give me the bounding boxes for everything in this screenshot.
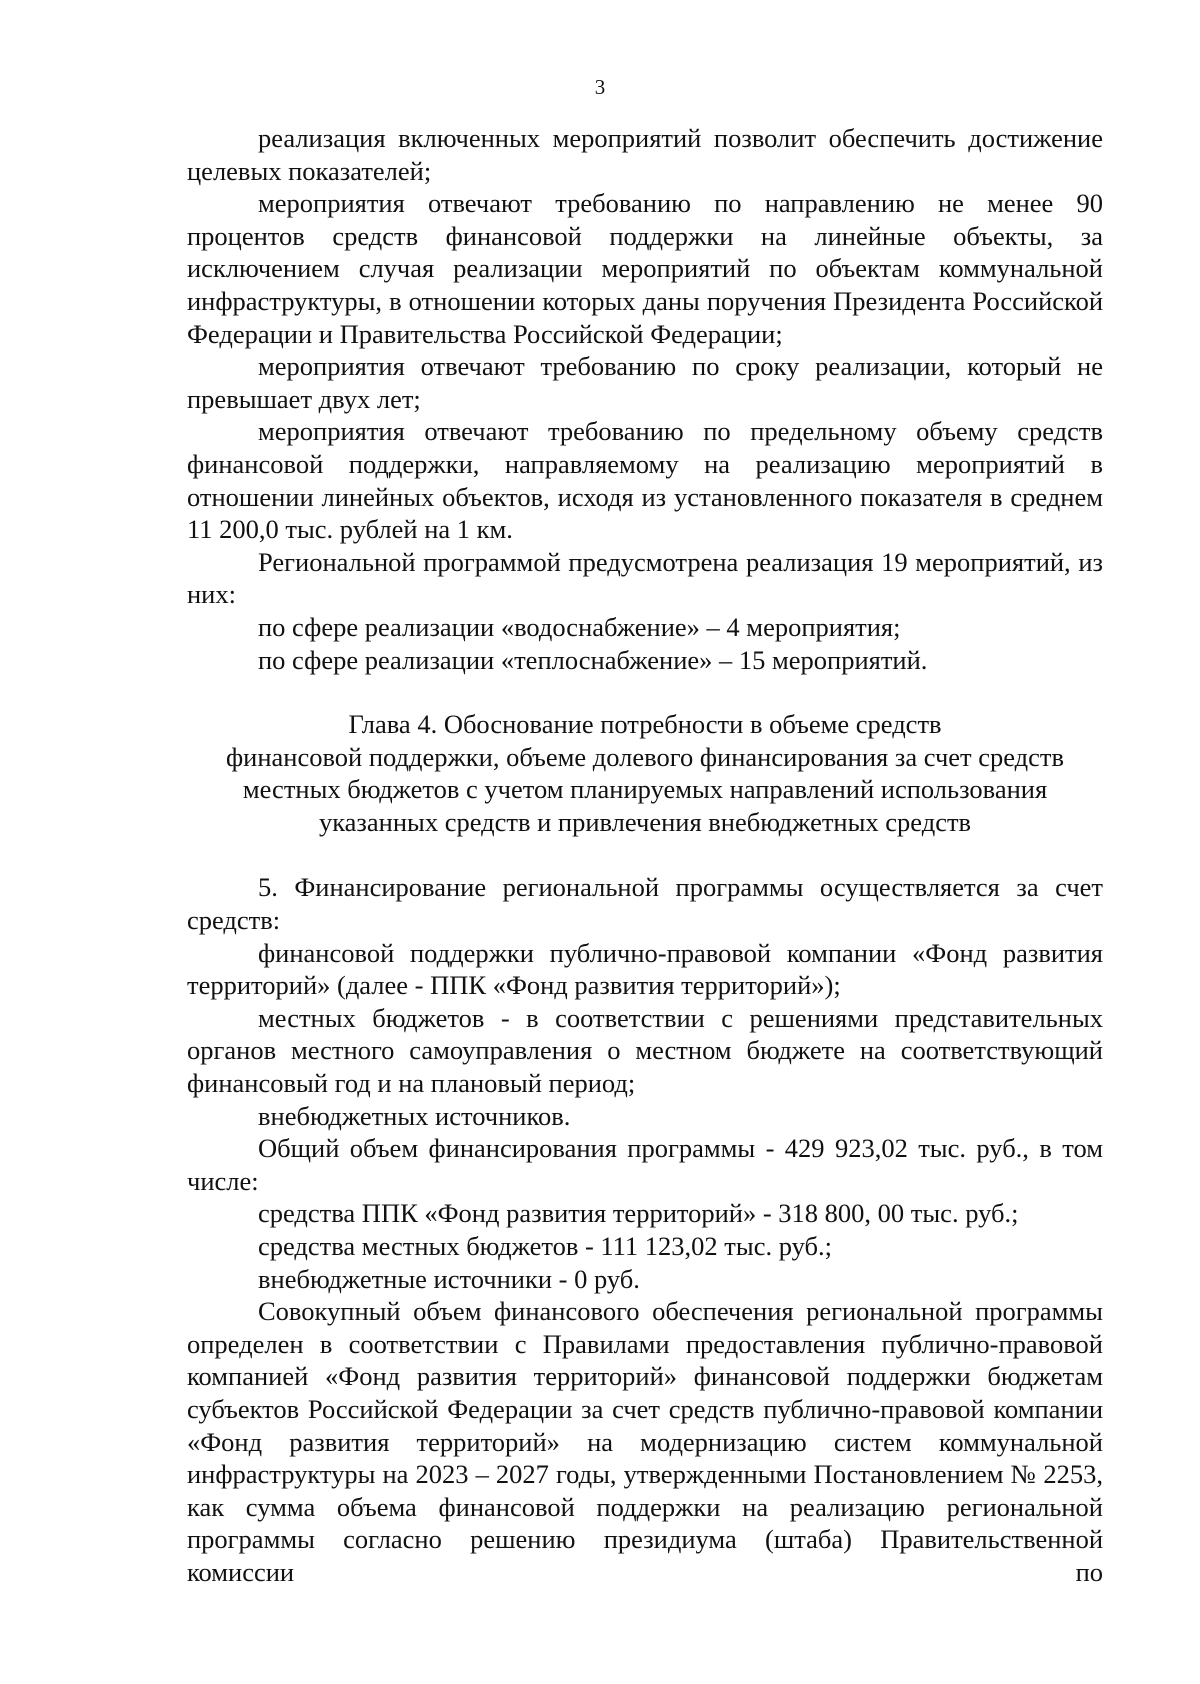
- paragraph: по сфере реализации «водоснабжение» – 4 мероприятия;: [258, 611, 901, 642]
- document-body: [187, 122, 1103, 1589]
- chapter-heading-line: указанных средств и привлечения внебюджетных средств: [318, 806, 972, 837]
- paragraph: средства ППК «Фонд развития территорий» - 318 800, 00 тыс. руб.;: [258, 1198, 1019, 1229]
- chapter-heading-line: Глава 4. Обоснование потребности в объеме средств: [348, 709, 942, 740]
- chapter-heading: [187, 708, 1103, 838]
- spacer: [187, 676, 1103, 708]
- paragraph: реализация включенных мероприятий позволит обеспечить достижение целевых показателей;: [187, 123, 1103, 186]
- paragraph: мероприятия отвечают требованию по предельному объему средств финансовой поддержки, направляемому на реализацию мероприятий в отношении линейных объектов, исходя из установленного показателя в среднем 11 200,0 тыс. рублей на 1 км.: [187, 416, 1103, 545]
- paragraph: мероприятия отвечают требованию по сроку реализации, который не превышает двух лет;: [187, 351, 1103, 414]
- paragraph: Общий объем финансирования программы - 429 923,02 тыс. руб., в том числе:: [187, 1133, 1103, 1196]
- paragraph: Совокупный объем финансового обеспечения региональной программы определен в соответствии с Правилами предоставления публично-правовой компанией «Фонд развития территорий» финансовой поддержки бюджетам субъектов Российской Федерации за счет средств публично-правовой компании «Фонд развития территорий» на модернизацию систем коммунальной инфраструктуры на 2023 – 2027 годы, утвержденными Постановлением № 2253, как сумма объема финансовой поддержки на реализацию региональной программы согласно решению президиума (штаба) Правительственной комиссии по: [187, 1296, 1103, 1587]
- paragraph: мероприятия отвечают требованию по направлению не менее 90 процентов средств финансовой поддержки на линейные объекты, за исключением случая реализации мероприятий по объектам коммунальной инфраструктуры, в отношении которых даны поручения Президента Российской Федерации и Правительства Российской Федерации;: [187, 188, 1103, 349]
- chapter-heading-line: местных бюджетов с учетом планируемых направлений использования: [242, 774, 1048, 805]
- paragraph: внебюджетные источники - 0 руб.: [258, 1263, 640, 1294]
- paragraph: средства местных бюджетов - 111 123,02 тыс. руб.;: [258, 1231, 832, 1261]
- page-number: 3: [594, 75, 606, 99]
- paragraph: местных бюджетов - в соответствии с решениями представительных органов местного самоуправления о местном бюджете на соответствующий финансовый год и на плановый период;: [187, 1002, 1103, 1099]
- paragraph: по сфере реализации «теплоснабжение» – 15 мероприятий.: [258, 644, 928, 675]
- paragraph: 5. Финансирование региональной программы осуществляется за счет средств:: [187, 872, 1103, 936]
- paragraph: внебюджетных источников.: [258, 1100, 571, 1131]
- paragraph: Региональной программой предусмотрена реализация 19 мероприятий, из них:: [187, 546, 1103, 610]
- spacer: [187, 838, 1103, 871]
- paragraph: финансовой поддержки публично-правовой компании «Фонд развития территорий» (далее - ППК «Фонд развития территорий»);: [187, 937, 1103, 1001]
- chapter-heading-line: финансовой поддержки, объеме долевого финансирования за счет средств: [225, 741, 1065, 772]
